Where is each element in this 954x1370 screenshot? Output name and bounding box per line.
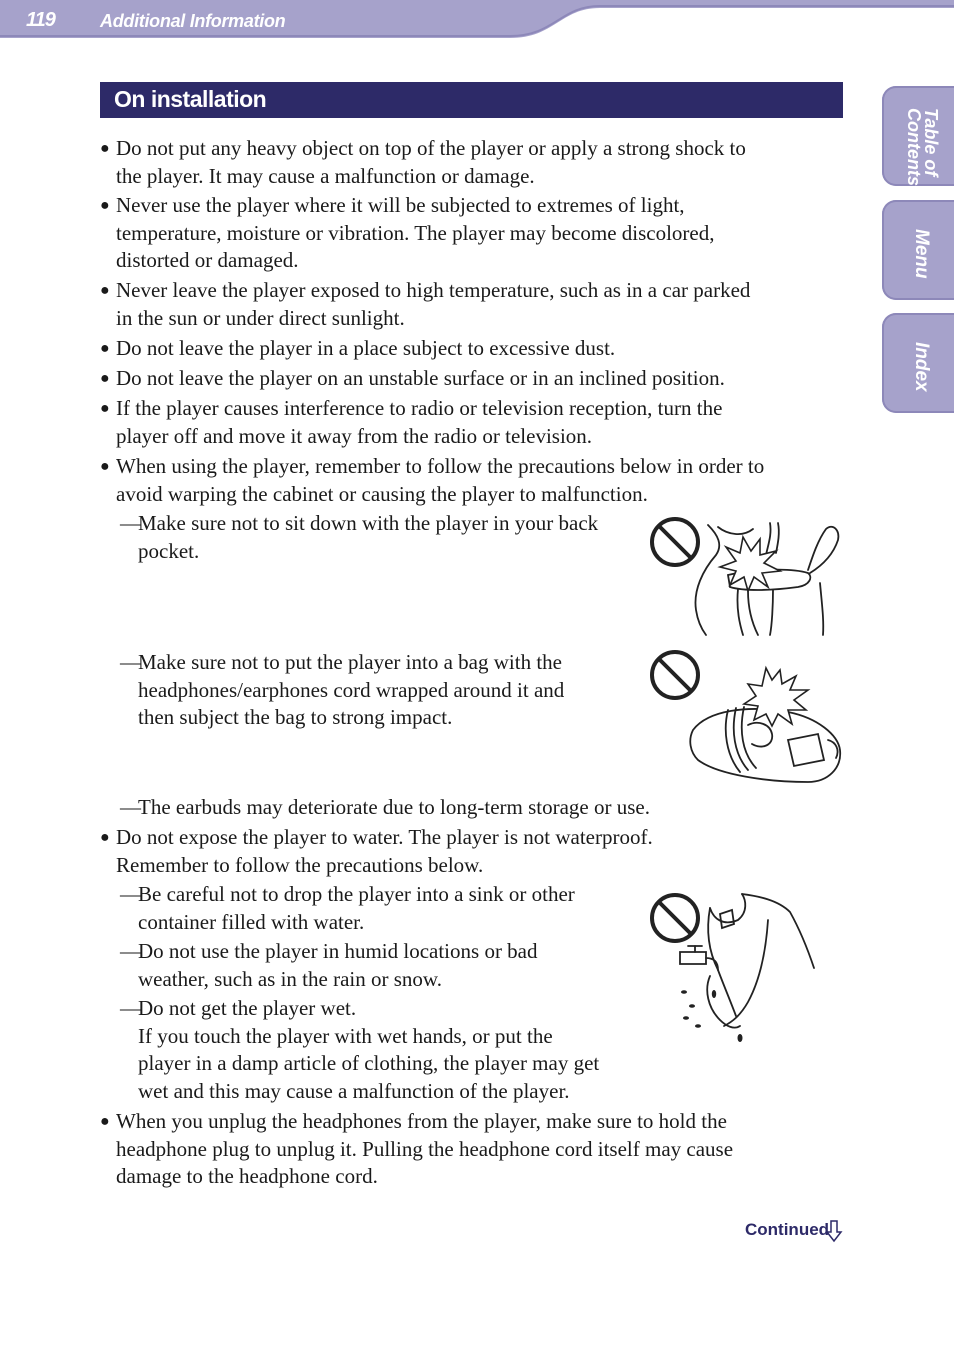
dash-text-d2-line-1: Make sure not to put the player into a bag with the [138, 650, 562, 674]
dash-text-d5-line-2: weather, such as in the rain or snow. [138, 966, 442, 991]
dash-text-d6-line-1: Do not get the player wet. [138, 996, 357, 1020]
bullet-text-b6-line-1: If the player causes interference to radio or television reception, turn the [116, 396, 723, 420]
tab-table-of-contents[interactable] [882, 86, 954, 186]
dash-text-d4-line-2: container filled with water. [138, 909, 365, 934]
bullet-marker: ● [100, 829, 110, 846]
sit-on-player-illustration [648, 515, 843, 637]
continued-label[interactable]: Continued [745, 1220, 830, 1239]
bullet-marker: ● [100, 458, 110, 475]
prohibition-icon [652, 519, 698, 565]
dash-text-d6-line-2: If you touch the player with wet hands, or put the [138, 1023, 553, 1048]
bullet-marker: ● [100, 370, 110, 387]
bullet-text-b8-line-1: Do not expose the player to water. The player is not waterproof. [116, 825, 653, 849]
page-number: 119 [26, 9, 55, 31]
dash-marker: — [120, 650, 141, 674]
dash-text-d3-line-1: The earbuds may deteriorate due to long-term storage or use. [138, 795, 650, 819]
impact-burst-icon [744, 668, 808, 726]
water-drops-icon [681, 990, 743, 1042]
section-heading: On installation [114, 86, 267, 112]
bullet-text-b8-line-2: Remember to follow the precautions below. [116, 852, 484, 877]
dash-text-d2-line-3: then subject the bag to strong impact. [138, 705, 453, 729]
bullet-text-b7-line-2: avoid warping the cabinet or causing the player to malfunction. [116, 481, 648, 506]
bullet-marker: ● [100, 197, 110, 214]
dash-text-d1-line-1: Make sure not to sit down with the player in your back [138, 511, 599, 535]
bullet-text-b4-line-1: Do not leave the player in a place subject to excessive dust. [116, 336, 616, 360]
dash-text-d4-line-1: Be careful not to drop the player into a sink or other [138, 882, 575, 906]
dash-marker: — [120, 795, 141, 819]
tab-menu[interactable] [882, 200, 954, 300]
bullet-marker: ● [100, 1113, 110, 1130]
bullet-marker: ● [100, 340, 110, 357]
bullet-marker: ● [100, 282, 110, 299]
dash-marker: — [120, 996, 141, 1020]
bullet-text-b9-line-2: headphone plug to unplug it. Pulling the headphone cord itself may cause [116, 1136, 734, 1161]
dash-text-d5-line-1: Do not use the player in humid locations or bad [138, 939, 538, 963]
page-header [0, 0, 954, 44]
tab-index-label: Index [911, 342, 932, 392]
section-title: Additional Information [100, 11, 286, 31]
wet-hands-illustration [648, 890, 818, 1050]
dash-text-d2-line-2: headphones/earphones cord wrapped around it and [138, 677, 565, 702]
prohibition-icon [652, 652, 698, 698]
bullet-text-b5-line-1: Do not leave the player on an unstable surface or in an inclined position. [116, 366, 725, 390]
tab-menu-label: Menu [911, 229, 932, 279]
dash-marker: — [120, 939, 141, 963]
bullet-text-b9-line-3: damage to the headphone cord. [116, 1164, 378, 1188]
dash-text-d1-line-2: pocket. [138, 538, 200, 563]
bullet-text-b9-line-1: When you unplug the headphones from the player, make sure to hold the [116, 1109, 727, 1133]
bullet-text-b1-line-2: the player. It may cause a malfunction or damage. [116, 163, 535, 188]
bullet-text-b3-line-1: Never leave the player exposed to high temperature, such as in a car parked [116, 278, 751, 302]
bullet-text-b6-line-2: player off and move it away from the radio or television. [116, 423, 593, 448]
dash-marker: — [120, 511, 141, 535]
bullet-marker: ● [100, 140, 110, 157]
bullet-text-b2-line-1: Never use the player where it will be subjected to extremes of light, [116, 193, 685, 217]
dash-marker: — [120, 882, 141, 906]
bullet-text-b1-line-1: Do not put any heavy object on top of the player or apply a strong shock to [116, 136, 746, 160]
bullet-text-b3-line-2: in the sun or under direct sunlight. [116, 305, 405, 330]
bullet-marker: ● [100, 400, 110, 417]
bullet-text-b2-line-2: temperature, moisture or vibration. The player may become discolored, [116, 220, 715, 245]
arrow-down-icon[interactable] [825, 1219, 843, 1243]
bullet-text-b2-line-3: distorted or damaged. [116, 248, 299, 272]
prohibition-icon [652, 895, 698, 941]
section-heading-bar [100, 82, 843, 118]
bullet-text-b7-line-1: When using the player, remember to follow the precautions below in order to [116, 454, 765, 478]
dash-text-d6-line-3: player in a damp article of clothing, the player may get [138, 1051, 600, 1075]
dash-text-d6-line-4: wet and this may cause a malfunction of the player. [138, 1078, 570, 1103]
bag-impact-illustration [648, 650, 843, 788]
tab-index[interactable] [882, 313, 954, 413]
tab-toc-label: Table of Contents [904, 108, 941, 186]
